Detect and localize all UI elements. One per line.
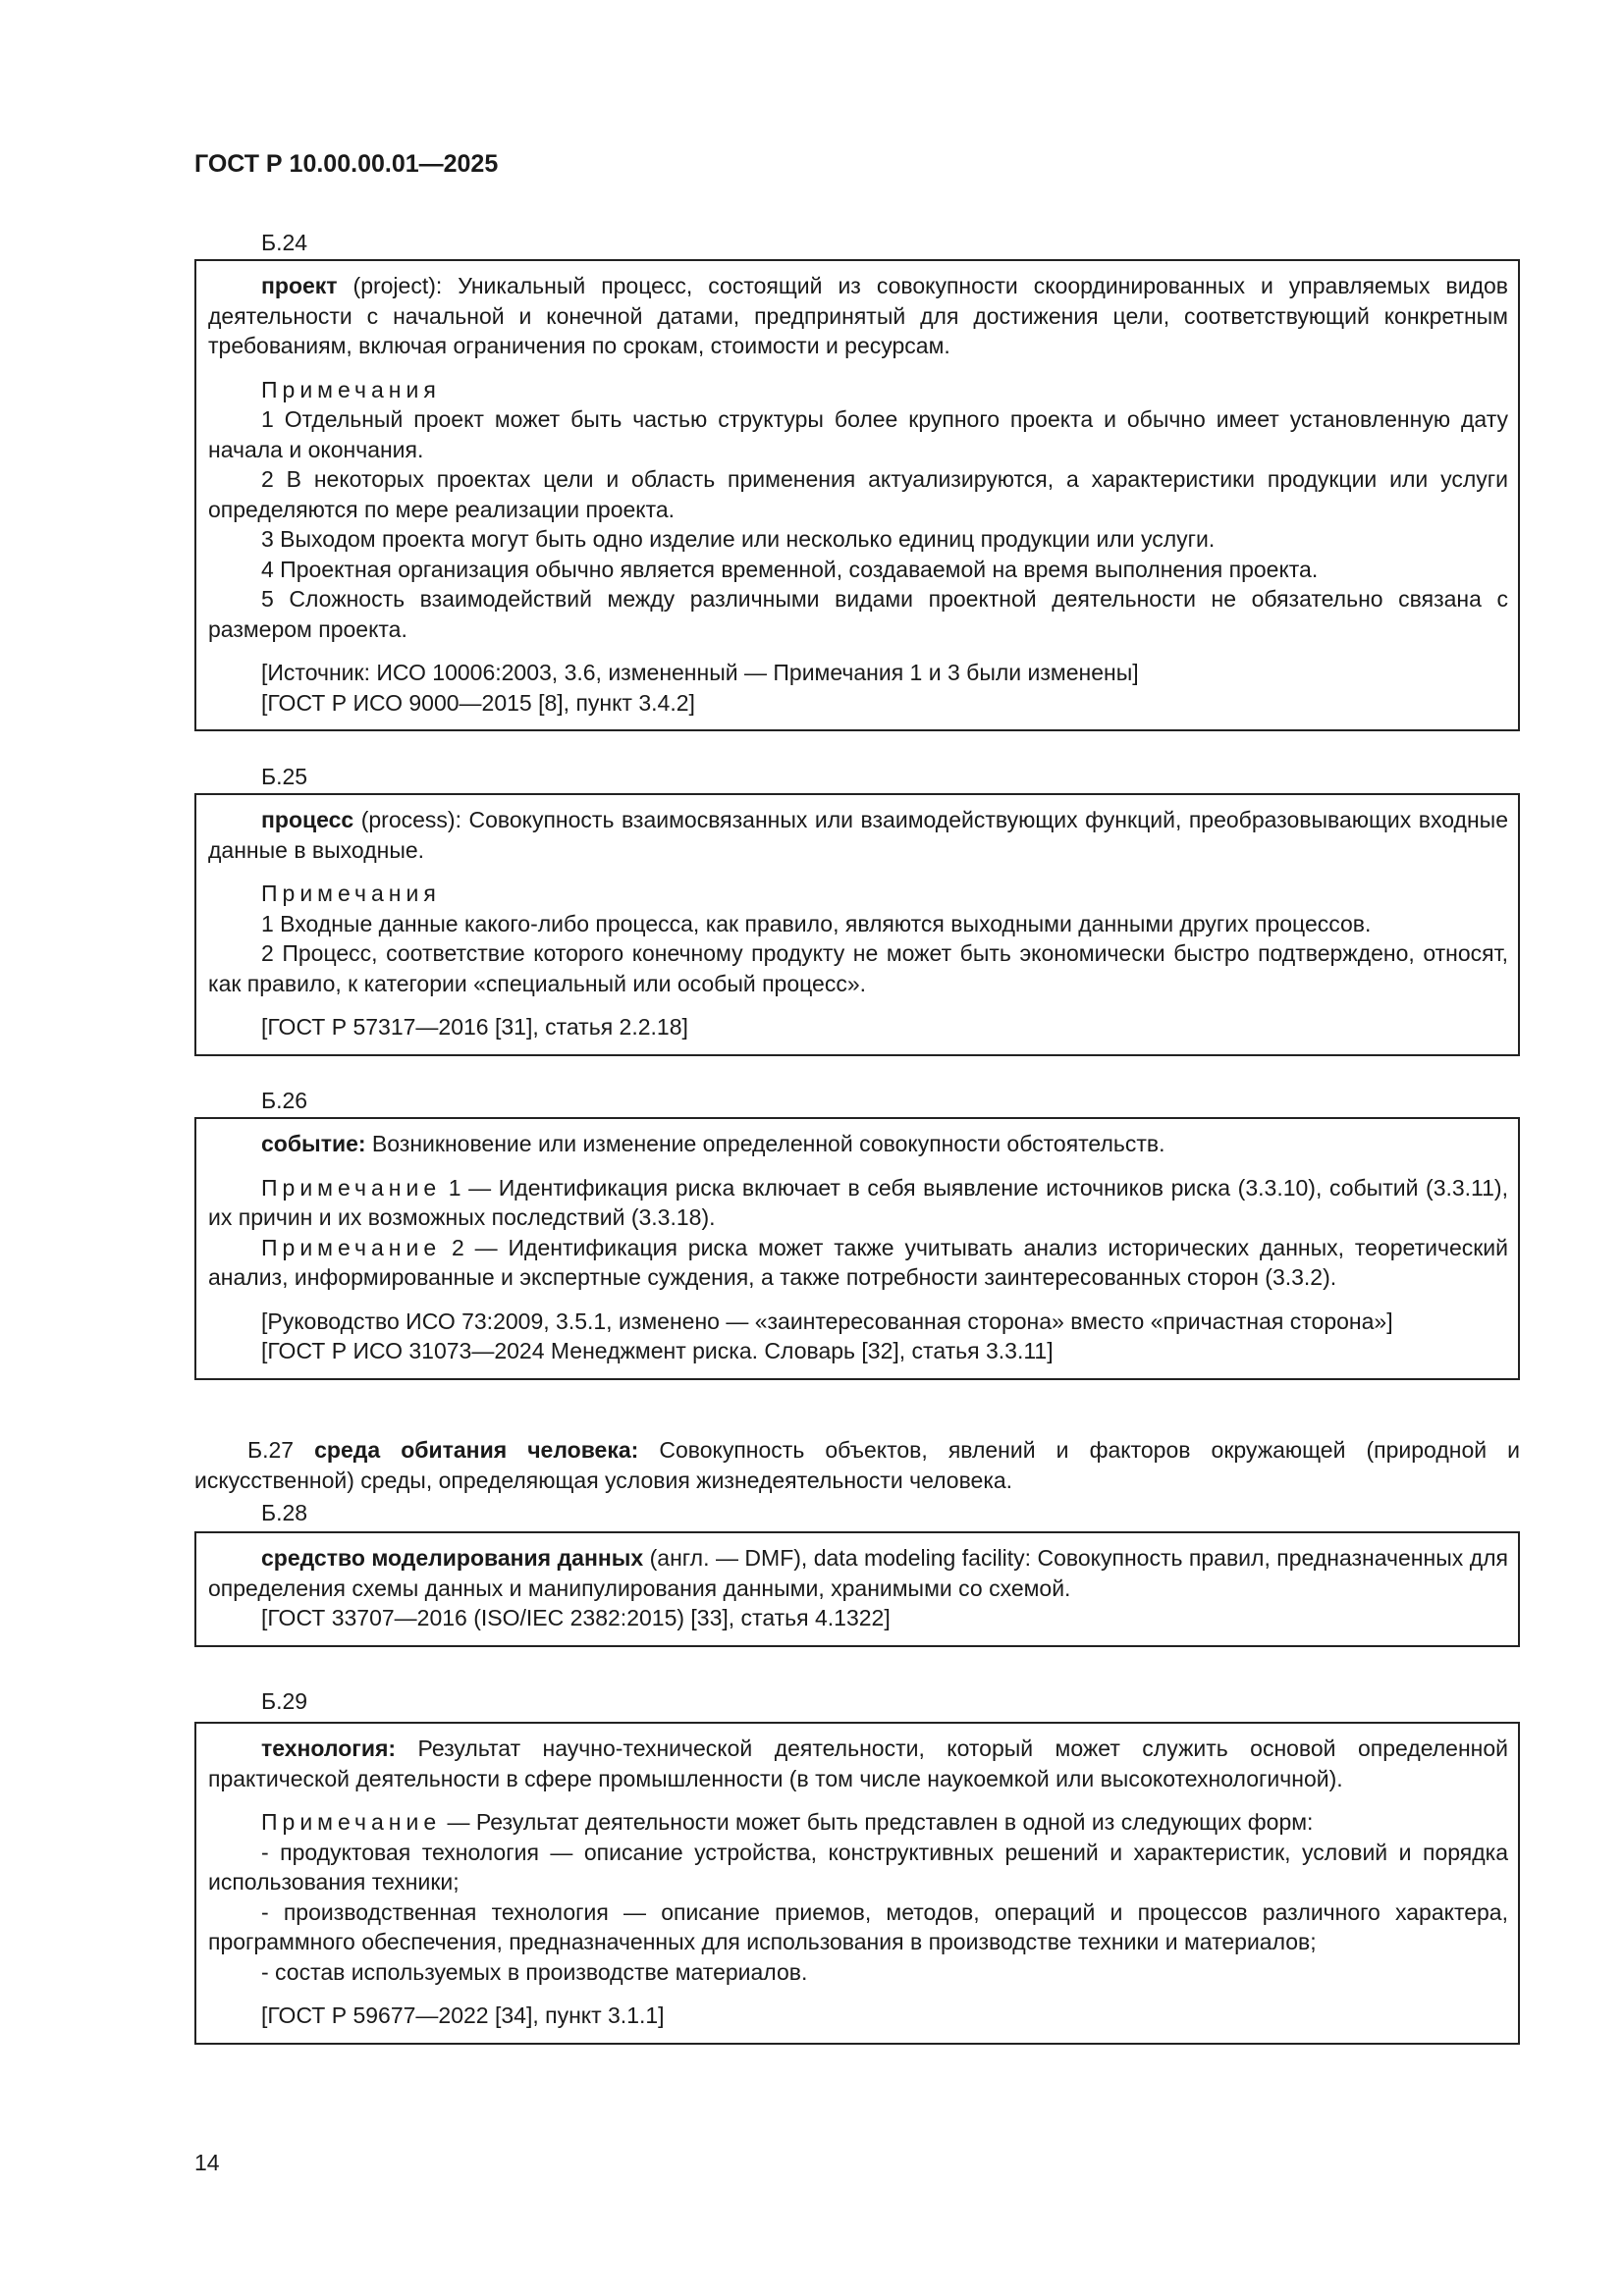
- note-text: 2 — Идентификация риска может также учитывать анализ исторических данных, теоретический анализ, информированные и экспертные суждения, а также потребности заинтересованных сторон (3.3.2).: [208, 1234, 1508, 1290]
- source: [Источник: ИСО 10006:2003, 3.6, измененный — Примечания 1 и 3 были изменены]: [261, 660, 1139, 685]
- note-2: [208, 1233, 1508, 1293]
- note-1: 1 Отдельный проект может быть частью структуры более крупного проекта и обычно имеет установленную дату начала и окончания.: [208, 406, 1508, 462]
- source: [Руководство ИСО 73:2009, 3.5.1, изменено — «заинтересованная сторона» вместо «причастная сторона»]: [261, 1308, 1393, 1334]
- note-text: 1 — Идентификация риска включает в себя выявление источников риска (3.3.10), событий (3.3.11), их причин и их возможных последствий (3.3.18).: [208, 1174, 1508, 1230]
- definition-text: Результат научно-технической деятельности, который может служить основой определенной практической деятельности в сфере промышленности (в том числе наукоемкой или высокотехнологичной).: [208, 1735, 1508, 1791]
- term-box-b25: [194, 793, 1520, 1056]
- note-heading: Примечание: [261, 1174, 442, 1201]
- term-label-b28: Б.28: [261, 1500, 308, 1525]
- term: событие:: [261, 1131, 366, 1156]
- note-heading: Примечание: [261, 1809, 442, 1835]
- definition: [208, 1129, 1508, 1159]
- definition-text: (project): Уникальный процесс, состоящий из совокупности скоординированных и управляемых видов деятельности с начальной и конечной датами, предпринятый для достижения цели, соответствующий конкретным требованиям, включая ограничения по срокам, стоимости и ресурсам.: [208, 273, 1508, 358]
- note-1: 1 Входные данные какого-либо процесса, как правило, являются выходными данными других процессов.: [261, 910, 1372, 936]
- definition-text: Совокупность объектов, явлений и факторов окружающей (природной и искусственной) среды, определяющая условия жизнедеятельности человека.: [194, 1437, 1521, 1493]
- page-number: 14: [194, 2150, 220, 2175]
- notes-heading: Примечания: [261, 881, 441, 906]
- term-label-b24: Б.24: [261, 230, 308, 255]
- definition-text: Возникновение или изменение определенной совокупности обстоятельств.: [365, 1131, 1165, 1156]
- list-item: - производственная технология — описание приемов, методов, операций и процессов различного характера, программного обеспечения, предназначенных для использования в производстве техники и материалов;: [208, 1898, 1508, 1954]
- definition: [208, 1543, 1508, 1603]
- term: процесс: [261, 807, 354, 832]
- source: [ГОСТ Р ИСО 9000—2015 [8], пункт 3.4.2]: [261, 689, 695, 716]
- definition-text: (process): Совокупность взаимосвязанных или взаимодействующих функций, преобразовывающих входные данные в выходные.: [208, 807, 1508, 863]
- note-3: 3 Выходом проекта могут быть одно изделие или несколько единиц продукции или услуги.: [261, 526, 1216, 552]
- term-label-b25: Б.25: [261, 764, 308, 789]
- note-2: 2 В некоторых проектах цели и область применения актуализируются, а характеристики продукции или услуги определяются по мере реализации проекта.: [208, 466, 1508, 522]
- term-box-b29: [194, 1722, 1520, 2045]
- list-item: - продуктовая технология — описание устройства, конструктивных решений и характеристик, условий и порядка использования техники;: [208, 1839, 1508, 1895]
- note-heading: Примечание: [261, 1234, 442, 1260]
- term-label-b29: Б.29: [261, 1688, 308, 1714]
- term-b27: [194, 1435, 1520, 1495]
- term: технология:: [261, 1735, 397, 1761]
- term-box-b28: [194, 1531, 1520, 1647]
- term: среда обитания человека:: [314, 1437, 639, 1463]
- definition: [208, 805, 1508, 865]
- term-box-b24: [194, 259, 1520, 731]
- term-label-b26: Б.26: [261, 1088, 308, 1113]
- note-1: [208, 1173, 1508, 1233]
- definition-text: (англ. — DMF), data modeling facility: Совокупность правил, предназначенных для определения схемы данных и манипулирования данными, хранимыми со схемой.: [208, 1545, 1508, 1601]
- source: [ГОСТ Р 59677—2022 [34], пункт 3.1.1]: [261, 2002, 665, 2028]
- term-label-b27: Б.27: [247, 1437, 315, 1463]
- source: [ГОСТ 33707—2016 (ISO/IEC 2382:2015) [33], статья 4.1322]: [261, 1605, 891, 1630]
- term-box-b26: [194, 1117, 1520, 1380]
- list-item: - состав используемых в производстве материалов.: [261, 1958, 808, 1985]
- source: [ГОСТ Р 57317—2016 [31], статья 2.2.18]: [261, 1014, 688, 1040]
- term: проект: [261, 273, 338, 298]
- definition: [194, 1435, 1520, 1495]
- definition: [208, 1734, 1508, 1793]
- notes-heading: Примечания: [261, 376, 441, 402]
- definition: [208, 271, 1508, 361]
- note-text: — Результат деятельности может быть представлен в одной из следующих форм:: [441, 1809, 1314, 1835]
- note-2: 2 Процесс, соответствие которого конечному продукту не может быть экономически быстро подтверждено, относят, как правило, к категории «специальный или особый процесс».: [208, 940, 1508, 996]
- source: [ГОСТ Р ИСО 31073—2024 Менеджмент риска. Словарь [32], статья 3.3.11]: [261, 1338, 1054, 1363]
- note-5: 5 Сложность взаимодействий между различными видами проектной деятельности не обязательно связана с размером проекта.: [208, 586, 1508, 642]
- document-header: ГОСТ Р 10.00.00.01—2025: [194, 150, 499, 178]
- term: средство моделирования данных: [261, 1545, 644, 1571]
- note-4: 4 Проектная организация обычно является временной, создаваемой на время выполнения проекта.: [261, 556, 1319, 582]
- note: [208, 1807, 1508, 1838]
